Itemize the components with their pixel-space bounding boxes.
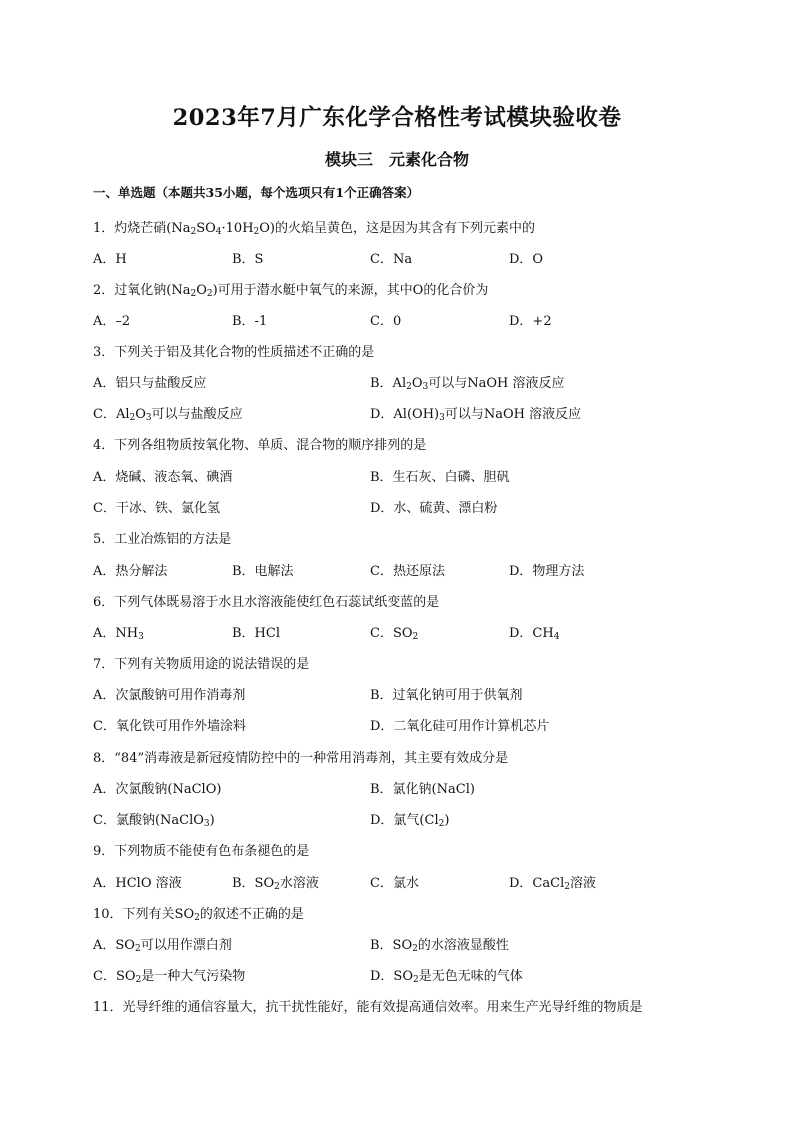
question-4-option-c: C．干冰、铁、氯化氢: [93, 501, 220, 516]
question-7-option-b: B．过氧化钠可用于供氧剂: [370, 688, 523, 703]
question-11-stem: 11．光导纤维的通信容量大，抗干扰性能好，能有效提高通信效率。用来生产光导纤维的物质是: [93, 1000, 643, 1015]
question-5-option-b: B．电解法: [232, 564, 294, 579]
question-5-option-c: C．热还原法: [370, 564, 445, 579]
question-4-option-a: A．烧碱、液态氧、碘酒: [93, 470, 233, 485]
question-9-option-b: B．$SO_2$水溶液: [232, 876, 319, 892]
question-9-stem: 9．下列物质不能使有色布条褪色的是: [93, 844, 310, 859]
question-6-option-a: A．$NH_3$: [93, 626, 144, 642]
question-7-option-d: D．二氧化硅可用作计算机芯片: [370, 719, 550, 734]
question-8-option-c: C．氯酸钠(NaClO$_3$): [93, 813, 215, 829]
question-2-option-b: B．-1: [232, 314, 268, 329]
question-10-option-b: B．$SO_2$的水溶液显酸性: [370, 938, 509, 954]
question-7-option-c: C．氧化铁可用作外墙涂料: [93, 719, 246, 734]
question-4-stem: 4．下列各组物质按氧化物、单质、混合物的顺序排列的是: [93, 438, 427, 453]
question-9-option-c: C．氯水: [370, 876, 419, 891]
question-6-option-d: D．$CH_4$: [509, 626, 560, 642]
question-8-option-a: A．次氯酸钠(NaClO): [93, 782, 222, 797]
question-2-option-d: D．+2: [509, 314, 552, 329]
question-8-stem: 8．“84”消毒液是新冠疫情防控中的一种常用消毒剂，其主要有效成分是: [93, 751, 509, 766]
exam-title: 2023年7月广东化学合格性考试模块验收卷: [172, 105, 622, 131]
question-1-option-d: D．O: [509, 252, 544, 267]
question-1-stem: 1．灼烧芒硝$(Na_2SO_4\cdot 10H_2O)$的火焰呈黄色，这是因为其含有下列元素中的: [93, 221, 535, 237]
question-8-option-b: B．氯化钠(NaCl): [370, 782, 475, 797]
question-3-option-b: B．$Al_2O_3$可以与NaOH 溶液反应: [370, 376, 565, 392]
question-6-option-b: B．HCl: [232, 626, 280, 641]
question-3-option-a: A．铝只与盐酸反应: [93, 376, 207, 391]
question-1-option-a: A．H: [93, 252, 127, 267]
question-3-option-d: D．$Al(OH)_3$可以与NaOH 溶液反应: [370, 407, 582, 423]
question-1-option-b: B．S: [232, 252, 264, 267]
question-4-option-b: B．生石灰、白磷、胆矾: [370, 470, 510, 485]
question-10-option-a: A．$SO_2$可以用作漂白剂: [93, 938, 232, 954]
question-5-option-a: A．热分解法: [93, 564, 168, 579]
question-2-stem: 2．过氧化钠$(Na_2O_2)$可用于潜水艇中氧气的来源，其中O的化合价为: [93, 283, 489, 299]
question-2-option-c: C．0: [370, 314, 402, 329]
question-3-option-c: C．$Al_2O_3$可以与盐酸反应: [93, 407, 243, 423]
module-subtitle: 模块三 元素化合物: [324, 150, 469, 169]
question-6-stem: 6．下列气体既易溶于水且水溶液能使红色石蕊试纸变蓝的是: [93, 595, 440, 610]
section-heading: 一、单选题（本题共35小题，每个选项只有1个正确答案）: [93, 185, 420, 200]
question-10-option-d: D．$SO_2$是无色无味的气体: [370, 969, 523, 985]
question-7-option-a: A．次氯酸钠可用作消毒剂: [93, 688, 246, 703]
question-2-option-a: A．–2: [93, 314, 131, 329]
question-5-option-d: D．物理方法: [509, 564, 585, 579]
question-3-stem: 3．下列关于铝及其化合物的性质描述不正确的是: [93, 345, 375, 360]
question-5-stem: 5．工业冶炼铝的方法是: [93, 532, 232, 547]
question-7-stem: 7．下列有关物质用途的说法错误的是: [93, 657, 310, 672]
question-9-option-a: A．HClO 溶液: [93, 876, 182, 891]
question-10-option-c: C．$SO_2$是一种大气污染物: [93, 969, 246, 985]
question-6-option-c: C．$SO_2$: [370, 626, 419, 642]
question-9-option-d: D．CaCl$_2$溶液: [509, 876, 596, 892]
question-4-option-d: D．水、硫黄、漂白粉: [370, 501, 498, 516]
question-8-option-d: D．氯气$(Cl_2)$: [370, 813, 450, 829]
question-1-option-c: C．Na: [370, 252, 413, 267]
question-10-stem: 10．下列有关$SO_2$的叙述不正确的是: [93, 907, 304, 923]
